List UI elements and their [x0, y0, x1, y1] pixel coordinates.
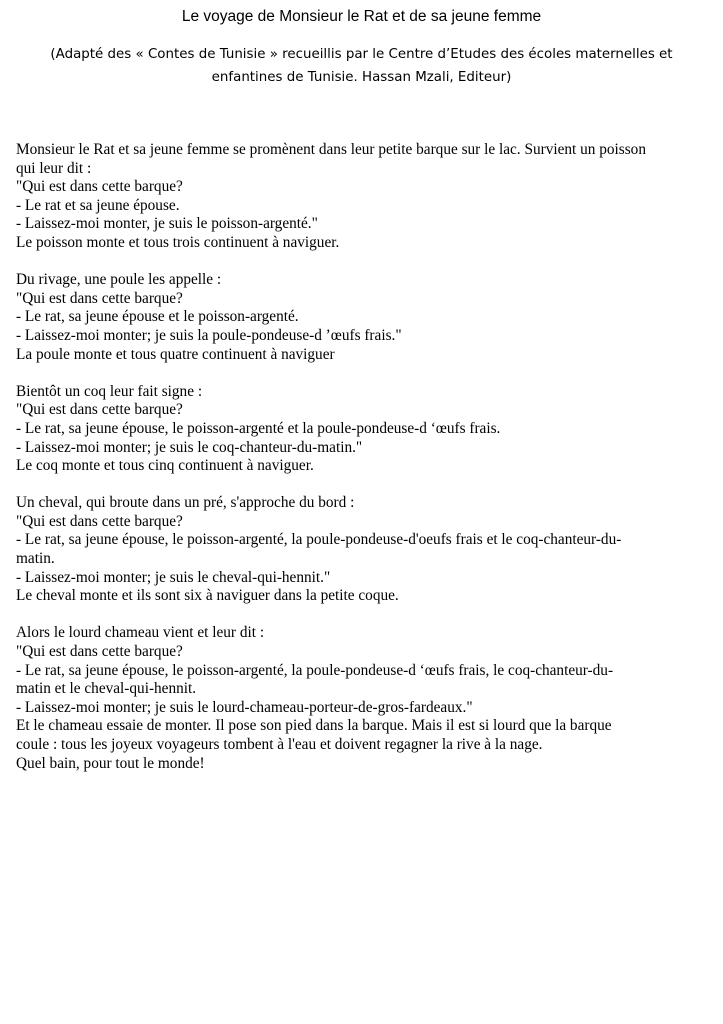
text-line: "Qui est dans cette barque? — [16, 512, 183, 530]
text-line: - Le rat, sa jeune épouse, le poisson-argenté et la poule-pondeuse-d ‘œufs frais. — [16, 419, 501, 437]
text-line: - Laissez-moi monter; je suis le lourd-chameau-porteur-de-gros-fardeaux." — [16, 698, 473, 716]
paragraph-5 — [16, 624, 706, 773]
text-line: Le cheval monte et ils sont six à naviguer dans la petite coque. — [16, 587, 399, 605]
text-line: coule : tous les joyeux voyageurs tombent à l'eau et doivent regagner la rive à la nage. — [16, 736, 543, 753]
text-line: "Qui est dans cette barque? — [16, 401, 183, 419]
paragraph-2 — [16, 271, 706, 364]
subtitle-line: (Adapté des « Contes de Tunisie » recueillis par le Centre d’Etudes des écoles maternelles et — [50, 47, 673, 62]
paragraph-spacer — [16, 364, 706, 383]
paragraph-spacer — [16, 476, 706, 495]
text-line: matin et le cheval-qui-hennit. — [16, 680, 197, 698]
text-line: Le coq monte et tous cinq continuent à naviguer. — [16, 457, 314, 475]
paragraph-spacer — [16, 253, 706, 272]
text-line: "Qui est dans cette barque? — [16, 178, 183, 196]
text-line: - Laissez-moi monter; je suis le cheval-qui-hennit." — [16, 568, 331, 586]
text-line: Monsieur le Rat et sa jeune femme se promènent dans leur petite barque sur le lac. Survient un poisson — [16, 141, 646, 158]
text-line: Un cheval, qui broute dans un pré, s'approche du bord : — [16, 494, 355, 512]
document-title: Le voyage de Monsieur le Rat et de sa jeune femme — [181, 8, 542, 25]
text-line: qui leur dit : — [16, 159, 92, 177]
paragraph-4 — [16, 494, 706, 606]
text-line: Et le chameau essaie de monter. Il pose son pied dans la barque. Mais il est si lourd que la barque — [16, 717, 612, 735]
paragraph-spacer — [16, 606, 706, 625]
text-line: "Qui est dans cette barque? — [16, 289, 183, 307]
text-line: Quel bain, pour tout le monde! — [16, 754, 205, 772]
text-line: Le poisson monte et tous trois continuent à naviguer. — [16, 233, 340, 251]
subtitle-line: enfantines de Tunisie. Hassan Mzali, Editeur) — [211, 70, 512, 85]
paragraph-3 — [16, 383, 706, 476]
text-line: - Le rat et sa jeune épouse. — [16, 196, 180, 214]
text-line: - Laissez-moi monter; je suis le coq-chanteur-du-matin." — [16, 438, 363, 456]
text-line: La poule monte et tous quatre continuent à naviguer — [16, 345, 335, 363]
text-line: - Laissez-moi monter, je suis le poisson-argenté." — [16, 215, 318, 233]
paragraph-1 — [16, 141, 706, 253]
text-line: Du rivage, une poule les appelle : — [16, 271, 222, 289]
text-line: - Laissez-moi monter; je suis la poule-pondeuse-d ’œufs frais." — [16, 326, 402, 344]
text-line: - Le rat, sa jeune épouse, le poisson-argenté, la poule-pondeuse-d'oeufs frais et le coq-chanteur-du- — [16, 531, 622, 549]
text-line: "Qui est dans cette barque? — [16, 643, 183, 661]
story-text — [16, 141, 706, 773]
text-line: - Le rat, sa jeune épouse et le poisson-argenté. — [16, 308, 299, 326]
text-line: matin. — [16, 550, 55, 568]
text-line: Alors le lourd chameau vient et leur dit : — [16, 624, 265, 642]
document-subtitle — [20, 43, 703, 89]
text-line: - Le rat, sa jeune épouse, le poisson-argenté, la poule-pondeuse-d ‘œufs frais, le coq-chanteur-du- — [16, 661, 614, 679]
text-line: Bientôt un coq leur fait signe : — [16, 382, 203, 400]
